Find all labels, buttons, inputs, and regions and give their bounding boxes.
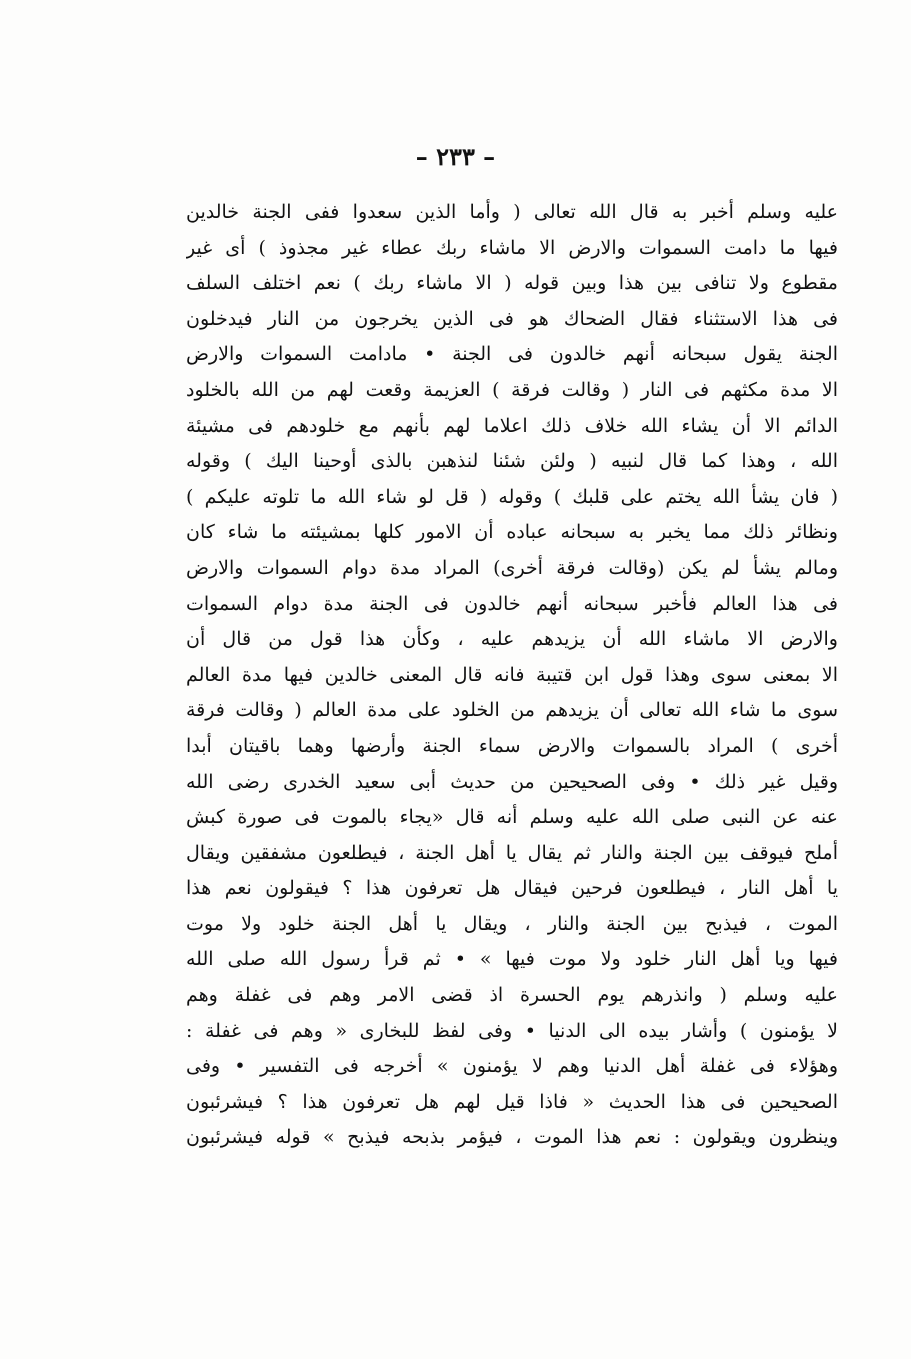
text-line: فى هذا العالم فأخبر سبحانه أنهم خالدون فى الجنة مدة دوام السموات (186, 592, 838, 615)
text-line: الا مدة مكثهم فى النار ( وقالت فرقة ) العزيمة وقعت لهم من الله بالخلود (186, 378, 838, 401)
text-line: والارض الا ماشاء الله أن يزيدهم عليه ، وكأن هذا قول من قال أن (186, 628, 838, 651)
text-line: لا يؤمنون ) وأشار بيده الى الدنيا • وفى لفظ للبخارى « وهم فى غفلة : (186, 1019, 838, 1042)
text-line: الجنة يقول سبحانه أنهم خالدون فى الجنة • مادامت السموات والارض (186, 343, 838, 366)
text-line: الدائم الا أن يشاء الله خلاف ذلك اعلاما لهم بأنهم مع خلودهم فى مشيئة (186, 414, 838, 437)
text-line: فى هذا الاستثناء فقال الضحاك هو فى الذين يخرجون من النار فيدخلون (186, 307, 838, 330)
text-line: وهؤلاء فى غفلة أهل الدنيا وهم لا يؤمنون » أخرجه فى التفسير • وفى (186, 1055, 838, 1078)
text-line: يا أهل النار ، فيطلعون فرحين فيقال هل تعرفون هذا ؟ فيقولون نعم هذا (186, 877, 838, 900)
page-number: – ٢٣٣ – (415, 142, 496, 171)
text-line: عنه عن النبى صلى الله عليه وسلم أنه قال «يجاء بالموت فى صورة كبش (186, 806, 838, 829)
text-line: ونظائر ذلك مما يخبر به سبحانه عباده أن الامور كلها بمشيئته ما شاء كان (186, 521, 838, 544)
text-line: فيها ويا أهل النار خلود ولا موت فيها » • ثم قرأ رسول الله صلى الله (186, 948, 838, 971)
text-line: مقطوع ولا تنافى بين هذا وبين قوله ( الا ماشاء ربك ) نعم اختلف السلف (186, 272, 838, 295)
text-line: وقيل غير ذلك • وفى الصحيحين من حديث أبى سعيد الخدرى رضى الله (186, 770, 838, 793)
text-line: سوى ما شاء الله تعالى أن يزيدهم من الخلود على مدة العالم ( وقالت فرقة (186, 699, 838, 722)
text-line: الموت ، فيذبح بين الجنة والنار ، ويقال يا أهل الجنة خلود ولا موت (186, 912, 838, 935)
text-line: الصحيحين فى هذا الحديث « فاذا قيل لهم هل تعرفون هذا ؟ فيشرئبون (186, 1090, 838, 1113)
text-line: عليه وسلم أخبر به قال الله تعالى ( وأما الذين سعدوا ففى الجنة خالدين (186, 201, 838, 223)
text-line: فيها ما دامت السموات والارض الا ماشاء ربك عطاء غير مجذوذ ) أى غير (186, 236, 838, 259)
text-line: عليه وسلم ( وانذرهم يوم الحسرة اذ قضى الامر وهم فى غفلة وهم (186, 984, 838, 1007)
text-line: وينظرون ويقولون : نعم هذا الموت ، فيؤمر بذبحه فيذبح » قوله فيشرئبون (186, 1126, 838, 1149)
text-line: أملح فيوقف بين الجنة والنار ثم يقال يا أهل الجنة ، فيطلعون مشفقين ويقال (186, 841, 838, 864)
body-text (186, 195, 838, 1156)
text-line: ( فان يشأ الله يختم على قلبك ) وقوله ( قل لو شاء الله ما تلوته عليكم ) (186, 485, 838, 508)
text-line: الا بمعنى سوى وهذا قول ابن قتيبة فانه قال المعنى خالدين فيها مدة العالم (186, 663, 838, 686)
text-line: أخرى ) المراد بالسموات والارض سماء الجنة وأرضها وهما باقيتان أبدا (186, 734, 838, 757)
text-line: الله ، وهذا كما قال لنبيه ( ولئن شئنا لنذهبن بالذى أوحينا اليك ) وقوله (186, 450, 838, 473)
text-line: ومالم يشأ لم يكن (وقالت فرقة أخرى) المراد مدة دوام السموات والارض (186, 556, 838, 579)
